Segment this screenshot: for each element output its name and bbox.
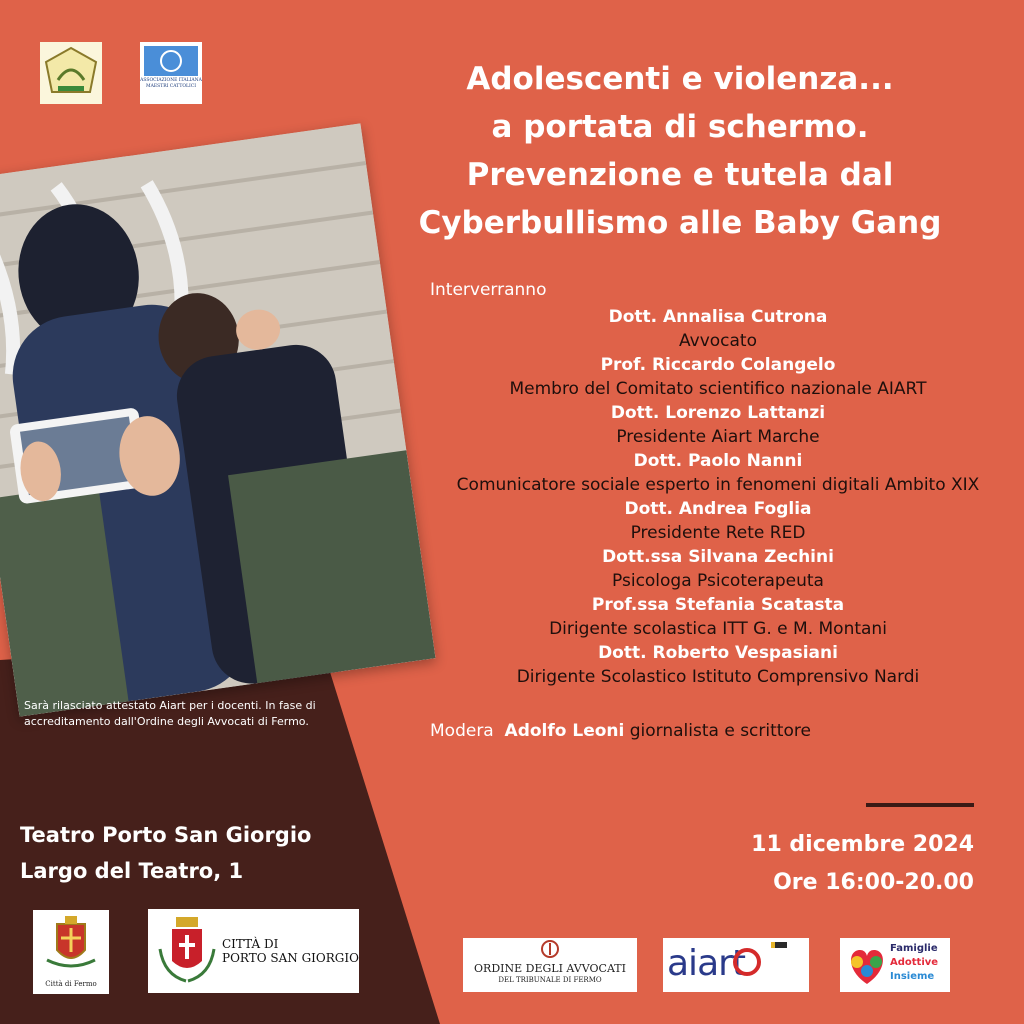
speaker-name: Dott.ssa Silvana Zechini bbox=[602, 547, 834, 567]
psg-line1: CITTÀ DI bbox=[222, 937, 279, 951]
title-line-3: Prevenzione e tutela dal bbox=[466, 157, 894, 193]
ordine-line1: ORDINE DEGLI AVVOCATI bbox=[474, 962, 626, 975]
moderator-role: giornalista e scrittore bbox=[629, 721, 811, 741]
speaker-name: Dott. Lorenzo Lattanzi bbox=[610, 403, 826, 423]
title-line-4: Cyberbullismo alle Baby Gang bbox=[418, 205, 942, 241]
speakers-label: Interverranno bbox=[430, 280, 547, 300]
speaker-role: Presidente Aiart Marche bbox=[616, 427, 820, 447]
aimc-logo-line2: MAESTRI CATTOLICI bbox=[145, 84, 197, 89]
famiglie-line3: Insieme bbox=[890, 971, 935, 982]
moderator-name: Adolfo Leoni bbox=[504, 721, 625, 741]
speaker-role: Dirigente Scolastico Istituto Comprensivo Nardi bbox=[516, 667, 920, 687]
event-time: Ore 16:00-20.00 bbox=[773, 870, 974, 895]
event-title bbox=[410, 55, 950, 247]
ordine-avvocati-logo bbox=[463, 938, 637, 992]
speaker-role: Dirigente scolastica ITT G. e M. Montani bbox=[549, 619, 887, 639]
speaker-name: Dott. Andrea Foglia bbox=[624, 499, 812, 519]
aimc-logo bbox=[140, 42, 202, 104]
speakers-list bbox=[418, 305, 1018, 689]
speaker-role: Membro del Comitato scientifico nazionale AIART bbox=[509, 379, 927, 399]
title-line-1: Adolescenti e violenza... bbox=[466, 61, 894, 97]
coat-of-arms-logo bbox=[40, 42, 102, 104]
speaker-role: Presidente Rete RED bbox=[630, 523, 806, 543]
famiglie-adottive-logo bbox=[840, 938, 950, 992]
aiart-wordmark: aiart bbox=[667, 943, 746, 984]
speaker-name: Prof. Riccardo Colangelo bbox=[600, 355, 836, 375]
venue bbox=[20, 817, 311, 889]
accreditation-note: Sarà rilasciato attestato Aiart per i docenti. In fase di accreditamento dall'Ordine degli Avvocati di Fermo. bbox=[24, 699, 316, 728]
moderator-label: Modera bbox=[430, 721, 494, 741]
psg-line2: PORTO SAN GIORGIO bbox=[222, 951, 359, 965]
speaker-name: Dott. Annalisa Cutrona bbox=[608, 307, 828, 327]
event-date: 11 dicembre 2024 bbox=[751, 832, 974, 857]
moderator-line bbox=[430, 721, 811, 741]
speaker-role: Avvocato bbox=[679, 331, 757, 351]
citta-di-fermo-label: Città di Fermo bbox=[45, 980, 97, 988]
famiglie-line1: Famiglie bbox=[890, 943, 938, 954]
venue-address: Largo del Teatro, 1 bbox=[20, 859, 244, 883]
aiart-logo bbox=[663, 938, 809, 992]
aimc-logo-line1: ASSOCIAZIONE ITALIANA bbox=[140, 78, 202, 83]
porto-san-giorgio-logo bbox=[148, 909, 359, 993]
citta-di-fermo-logo bbox=[33, 910, 109, 994]
speaker-role: Comunicatore sociale esperto in fenomeni digitali Ambito XIX bbox=[456, 475, 980, 495]
date-divider bbox=[866, 803, 974, 807]
venue-name: Teatro Porto San Giorgio bbox=[20, 823, 312, 847]
speaker-name: Dott. Roberto Vespasiani bbox=[598, 643, 838, 663]
speaker-name: Prof.ssa Stefania Scatasta bbox=[591, 595, 845, 615]
famiglie-line2: Adottive bbox=[890, 957, 939, 968]
ordine-line2: DEL TRIBUNALE DI FERMO bbox=[498, 976, 602, 984]
speaker-role: Psicologa Psicoterapeuta bbox=[612, 571, 824, 591]
event-datetime bbox=[751, 826, 974, 902]
event-photo bbox=[0, 123, 436, 716]
title-line-2: a portata di schermo. bbox=[491, 109, 869, 145]
speaker-name: Dott. Paolo Nanni bbox=[633, 451, 803, 471]
